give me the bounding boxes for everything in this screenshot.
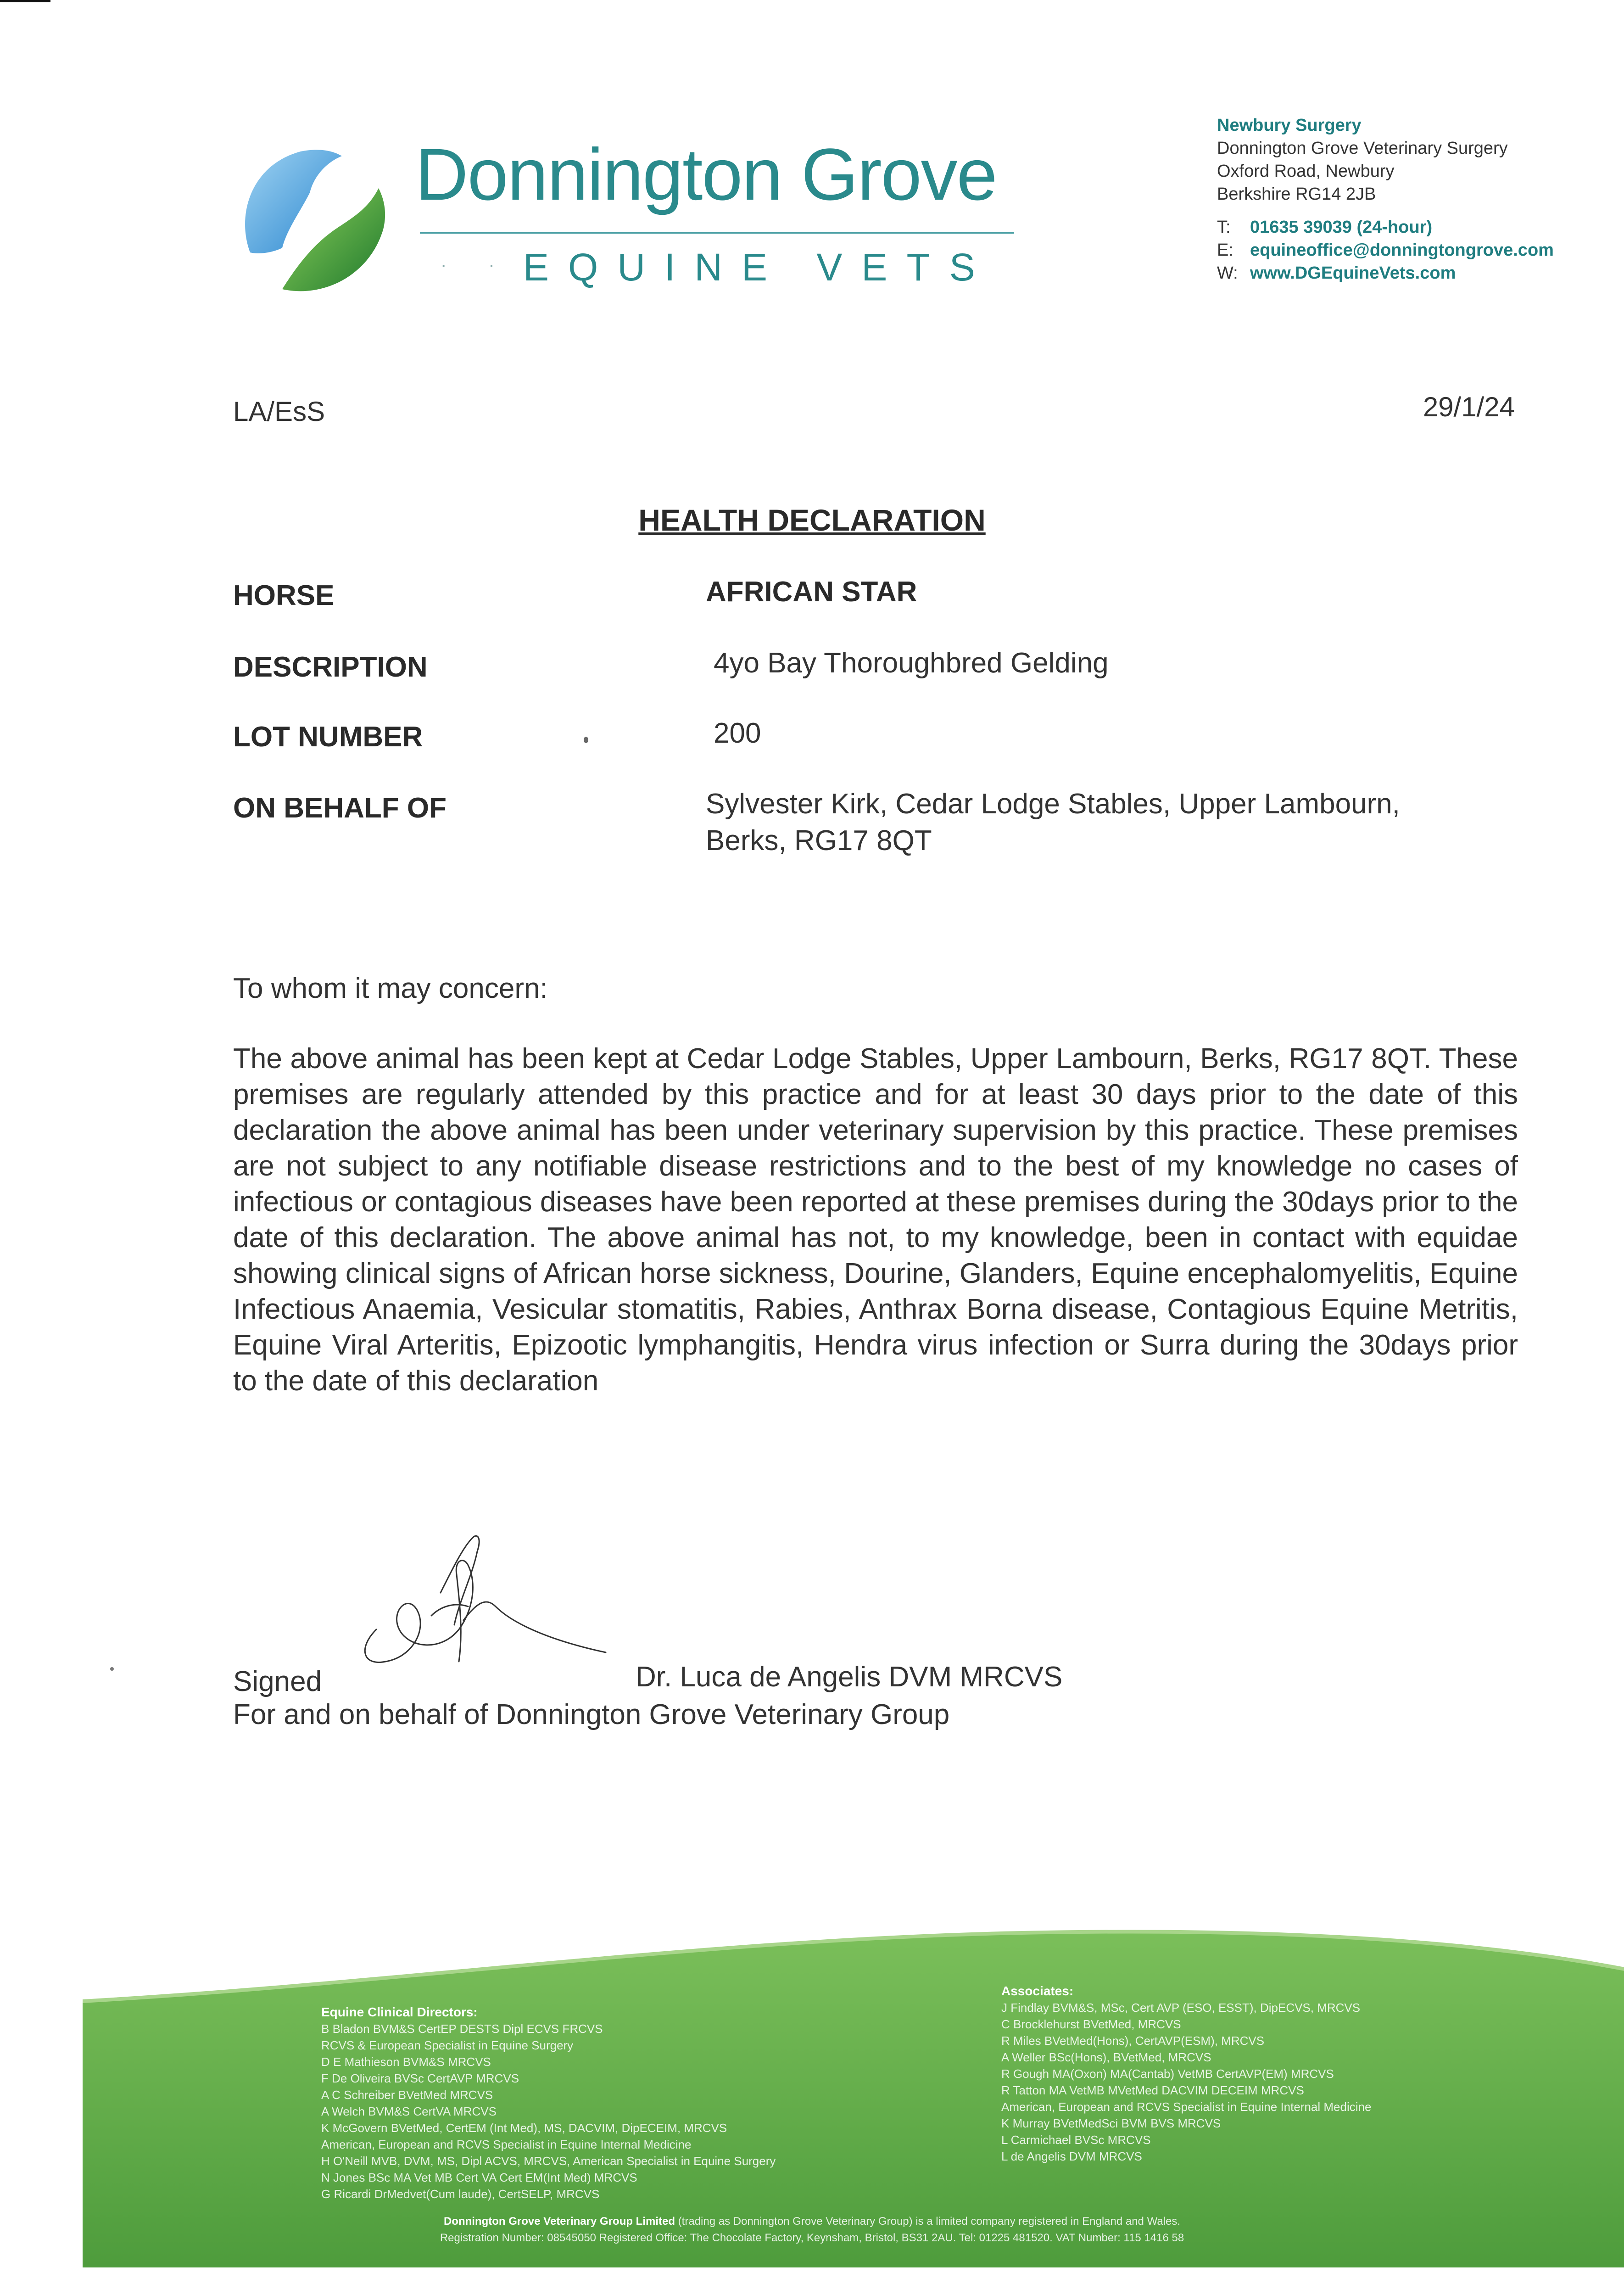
associate-line: L Carmichael BVSc MRCVS <box>1001 2133 1151 2147</box>
on-behalf-line: Sylvester Kirk, Cedar Lodge Stables, Upper Lambourn, <box>706 788 1400 820</box>
director-line: H O'Neill MVB, DVM, MS, Dipl ACVS, MRCVS, American Specialist in Equine Surgery <box>321 2154 776 2168</box>
associate-line: L de Angelis DVM MRCVS <box>1001 2149 1142 2163</box>
scan-speck <box>584 737 588 743</box>
signed-label: Signed <box>233 1666 322 1697</box>
web-label: W: <box>1217 263 1238 283</box>
brand-tagline: EQUINE VETS <box>523 246 994 289</box>
associate-line: R Miles BVetMed(Hons), CertAVP(ESM), MRCVS <box>1001 2034 1265 2048</box>
director-line: A Welch BVM&S CertVA MRCVS <box>321 2105 497 2118</box>
email-address: equineoffice@donningtongrove.com <box>1250 241 1554 260</box>
associate-line: K Murray BVetMedSci BVM BVS MRCVS <box>1001 2116 1221 2130</box>
description-label: DESCRIPTION <box>233 651 428 683</box>
associate-line: R Gough MA(Oxon) MA(Cantab) VetMB CertAVP(EM) MRCVS <box>1001 2067 1334 2081</box>
horse-value: AFRICAN STAR <box>706 576 917 608</box>
address-line: Donnington Grove Veterinary Surgery <box>1217 139 1508 158</box>
director-line: N Jones BSc MA Vet MB Cert VA Cert EM(Int Med) MRCVS <box>321 2171 637 2184</box>
legal-registration: Registration Number: 08545050 Registered Office: The Chocolate Factory, Keynsham, Bristol, BS31 2AU. Tel: 01225 481520. VAT Number: 115 1416 58 <box>440 2232 1184 2244</box>
handwritten-signature <box>349 1510 633 1685</box>
surgery-address <box>1217 114 1508 206</box>
phone-number: 01635 39039 (24-hour) <box>1250 218 1433 237</box>
clinical-directors <box>321 2004 776 2202</box>
associate-line: R Tatton MA VetMB MVetMed DACVIM DECEIM MRCVS <box>1001 2083 1304 2097</box>
brand-divider <box>420 232 1014 234</box>
description-value: 4yo Bay Thoroughbred Gelding <box>714 647 1109 679</box>
signer-name: Dr. Luca de Angelis DVM MRCVS <box>636 1661 1063 1693</box>
director-line: F De Oliveira BVSc CertAVP MRCVS <box>321 2071 519 2085</box>
horse-head-logo-icon <box>232 138 397 303</box>
associate-line: A Weller BSc(Hons), BVetMed, MRCVS <box>1001 2050 1211 2064</box>
associates-heading: Associates: <box>1001 1984 1074 1998</box>
website: www.DGEquineVets.com <box>1250 263 1456 283</box>
associate-line: American, European and RCVS Specialist in Equine Internal Medicine <box>1001 2100 1372 2114</box>
address-heading: Newbury Surgery <box>1217 116 1362 135</box>
horse-label: HORSE <box>233 580 335 611</box>
director-line: American, European and RCVS Specialist in Equine Internal Medicine <box>321 2138 692 2151</box>
company-legal-notice <box>0 2213 1624 2246</box>
directors-heading: Equine Clinical Directors: <box>321 2005 478 2019</box>
on-behalf-label: ON BEHALF OF <box>233 792 446 824</box>
reference-code: LA/EsS <box>233 396 325 427</box>
director-line: RCVS & European Specialist in Equine Surgery <box>321 2038 574 2052</box>
director-line: D E Mathieson BVM&S MRCVS <box>321 2055 491 2069</box>
director-line: A C Schreiber BVetMed MRCVS <box>321 2088 493 2102</box>
document-date: 29/1/24 <box>1423 392 1515 422</box>
email-label: E: <box>1217 241 1233 260</box>
brand-name: Donnington Grove <box>415 133 997 215</box>
associates <box>1001 1983 1371 2165</box>
legal-line: (trading as Donnington Grove Veterinary Group) is a limited company registered in England and Wales. <box>678 2215 1181 2228</box>
associate-line: J Findlay BVM&S, MSc, Cert AVP (ESO, ESST), DipECVS, MRCVS <box>1001 2001 1361 2015</box>
scan-speck <box>110 1667 114 1671</box>
lot-number-label: LOT NUMBER <box>233 721 423 753</box>
brand-decorative-dots: · · <box>441 255 513 275</box>
on-behalf-line: Berks, RG17 8QT <box>706 825 932 856</box>
scan-corner-mark <box>0 0 50 2</box>
director-line: G Ricardi DrMedvet(Cum laude), CertSELP, MRCVS <box>321 2187 600 2201</box>
on-behalf-of-group: For and on behalf of Donnington Grove Veterinary Group <box>233 1699 950 1730</box>
salutation: To whom it may concern: <box>233 973 548 1004</box>
declaration-body: The above animal has been kept at Cedar Lodge Stables, Upper Lambourn, Berks, RG17 8QT. These premises are regularly attended by this practice and for at least 30 days prior to the date of this declaration the above animal has been under veterinary supervision by this practice. These premises are not subject to any notifiable disease restrictions and to the best of my knowledge no cases of infectious or contagious diseases have been reported at these premises during the 30days prior to the date of this declaration. The above animal has not, to my knowledge, been in contact with equidae showing clinical signs of African horse sickness, Dourine, Glanders, Equine encephalomyelitis, Equine Infectious Anaemia, Vesicular stomatitis, Rabies, Anthrax Borna disease, Contagious Equine Metritis, Equine Viral Arteritis, Epizootic lymphangitis, Hendra virus infection or Surra during the 30days prior to the date of this declaration <box>233 1043 1518 1397</box>
phone-label: T: <box>1217 218 1231 237</box>
director-line: B Bladon BVM&S CertEP DESTS Dipl ECVS FRCVS <box>321 2022 603 2036</box>
document-title: HEALTH DECLARATION <box>638 503 986 537</box>
lot-number-value: 200 <box>714 717 761 749</box>
director-line: K McGovern BVetMed, CertEM (Int Med), MS, DACVIM, DipECEIM, MRCVS <box>321 2121 727 2135</box>
contact-details <box>1217 216 1554 285</box>
address-line: Oxford Road, Newbury <box>1217 162 1395 181</box>
legal-company-name: Donnington Grove Veterinary Group Limited <box>443 2215 675 2228</box>
on-behalf-value <box>706 786 1400 859</box>
associate-line: C Brocklehurst BVetMed, MRCVS <box>1001 2017 1181 2031</box>
address-line: Berkshire RG14 2JB <box>1217 185 1376 204</box>
